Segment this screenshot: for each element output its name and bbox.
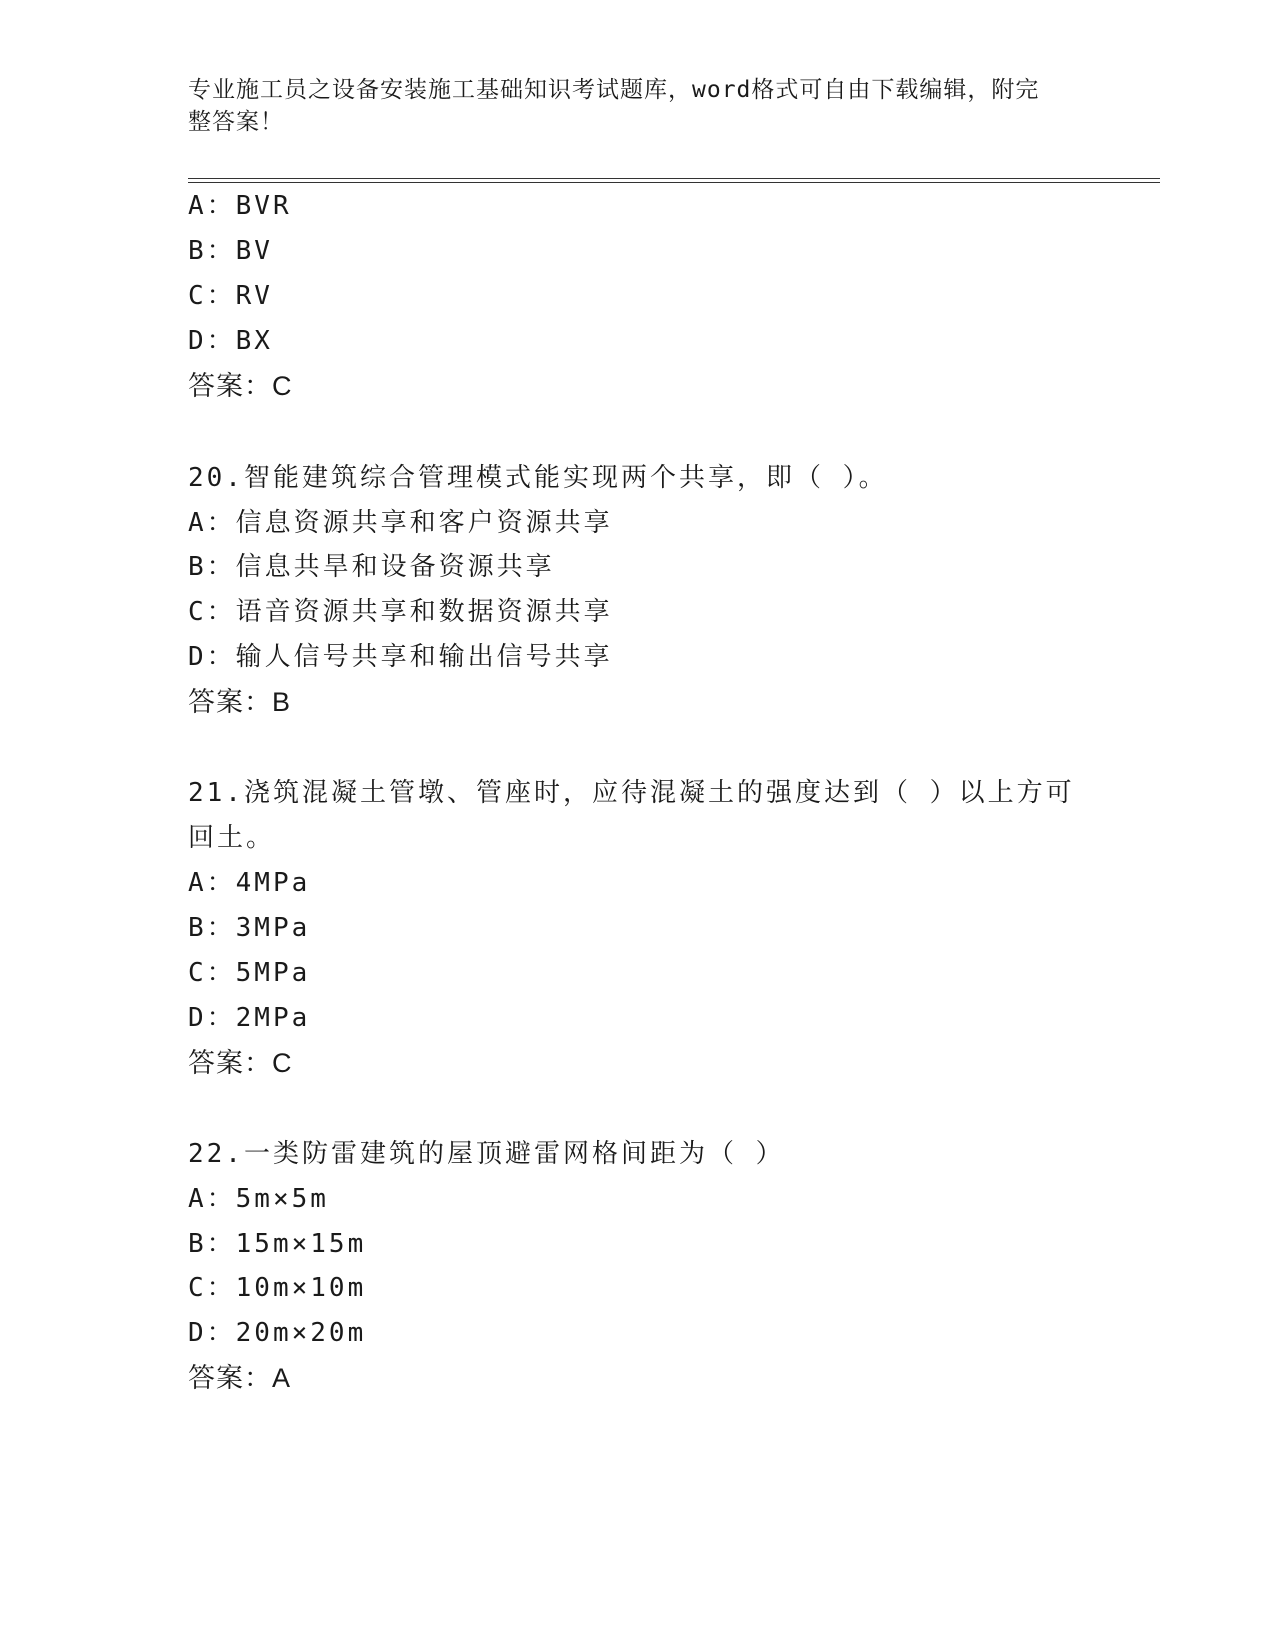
option-a: A：BVR xyxy=(188,191,292,221)
document-header xyxy=(188,74,1068,138)
option-d: D：20m×20m xyxy=(188,1318,367,1348)
option-a: A：5m×5m xyxy=(188,1184,329,1214)
option-b: B：15m×15m xyxy=(188,1229,367,1259)
question-20: 20.智能建筑综合管理模式能实现两个共享，即（ ）。 xyxy=(188,463,888,493)
option-a: A：4MPa xyxy=(188,868,311,898)
question-21-line-2: 回土。 xyxy=(188,823,276,853)
question-21-line-1: 21.浇筑混凝土管墩、管座时，应待混凝土的强度达到（ ）以上方可 xyxy=(188,778,1075,808)
option-d: D：输人信号共享和输出信号共享 xyxy=(188,642,613,672)
answer-line: 答案：C xyxy=(188,371,293,401)
option-a: A：信息资源共享和客户资源共享 xyxy=(188,508,613,538)
question-22: 22.一类防雷建筑的屋顶避雷网格间距为（ ） xyxy=(188,1139,785,1169)
option-d: D：2MPa xyxy=(188,1003,311,1033)
option-c: C：语音资源共享和数据资源共享 xyxy=(188,597,613,627)
answer-line: 答案：C xyxy=(188,1048,293,1078)
answer-line: 答案：B xyxy=(188,687,292,717)
header-divider-bottom xyxy=(188,182,1160,183)
option-c: C：10m×10m xyxy=(188,1273,367,1303)
option-b: B：BV xyxy=(188,236,273,266)
option-c: C：5MPa xyxy=(188,958,311,988)
header-divider-top xyxy=(188,178,1160,179)
header-line-1: 专业施工员之设备安装施工基础知识考试题库，word格式可自由下载编辑，附完 xyxy=(188,77,1040,103)
option-d: D：BX xyxy=(188,326,273,356)
header-line-2: 整答案！ xyxy=(188,109,284,135)
answer-line: 答案：A xyxy=(188,1363,292,1393)
option-b: B：信息共旱和设备资源共享 xyxy=(188,552,555,582)
option-c: C：RV xyxy=(188,281,273,311)
option-b: B：3MPa xyxy=(188,913,311,943)
